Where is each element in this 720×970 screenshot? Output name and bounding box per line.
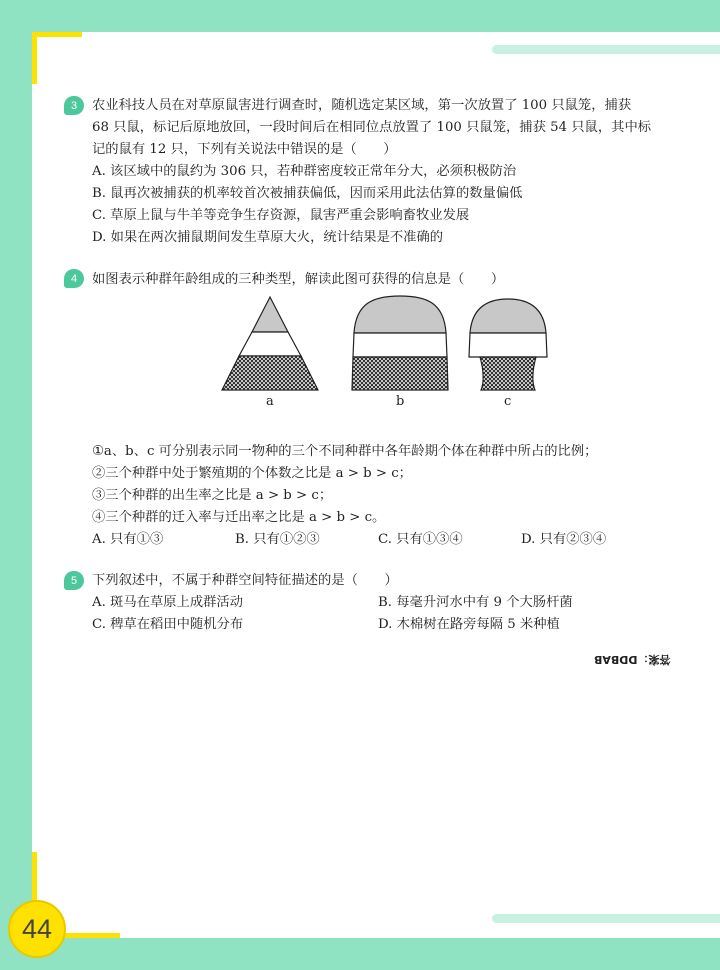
pyramid-label-c: c xyxy=(504,394,512,409)
question-number-badge: 4 xyxy=(64,269,84,288)
q4-option-a: A. 只有①③ xyxy=(92,532,164,547)
decorative-bar-top xyxy=(492,45,720,54)
q3-stem-line-1: 农业科技人员在对草原鼠害进行调查时，随机选定某区域，第一次放置了 100 只鼠笼，捕获 xyxy=(92,98,632,113)
q5-option-d: D. 木棉树在路旁每隔 5 米种植 xyxy=(378,617,560,632)
decorative-bar-bottom xyxy=(492,914,720,923)
age-pyramids-figure xyxy=(220,293,560,398)
q3-stem-line-2: 68 只鼠，标记后原地放回，一段时间后在相同位点放置了 100 只鼠笼，捕获 54 只鼠，其中标 xyxy=(92,120,652,135)
pyramid-b xyxy=(352,296,448,390)
question-number-badge: 5 xyxy=(64,571,84,590)
q4-stem: 如图表示种群年龄组成的三种类型，解读此图可获得的信息是（ ） xyxy=(92,272,505,287)
pyramid-a xyxy=(222,297,318,390)
q4-statement-3: ③三个种群的出生率之比是 a > b > c； xyxy=(92,488,333,503)
q5-option-a: A. 斑马在草原上成群活动 xyxy=(92,595,244,610)
page-number: 44 xyxy=(8,900,66,958)
corner-bracket-bottom xyxy=(60,933,120,938)
q5-stem: 下列叙述中，不属于种群空间特征描述的是（ ） xyxy=(92,573,398,588)
question-number-badge: 3 xyxy=(64,96,84,115)
q4-option-d: D. 只有②③④ xyxy=(521,532,607,547)
corner-bracket-top xyxy=(32,32,82,37)
q4-statement-2: ②三个种群中处于繁殖期的个体数之比是 a > b > c； xyxy=(92,466,412,481)
q4-statement-1: ①a、b、c 可分别表示同一物种的三个不同种群中各年龄期个体在种群中所占的比例； xyxy=(92,444,598,459)
q3-option-d: D. 如果在两次捕鼠期间发生草原大火，统计结果是不准确的 xyxy=(92,230,444,245)
q5-option-b: B. 每毫升河水中有 9 个大肠杆菌 xyxy=(378,595,573,610)
q3-stem-line-3: 记的鼠有 12 只，下列有关说法中错误的是（ ） xyxy=(92,142,397,157)
inverted-answer-key: 答案：DDBAB xyxy=(594,653,671,666)
age-structure-diagram xyxy=(220,293,560,415)
q4-statement-4: ④三个种群的迁入率与迁出率之比是 a > b > c。 xyxy=(92,510,386,525)
pyramid-c xyxy=(469,299,547,390)
q3-option-b: B. 鼠再次被捕获的机率较首次被捕获偏低，因而采用此法估算的数量偏低 xyxy=(92,186,523,201)
corner-bracket-top-vertical xyxy=(32,32,37,84)
q3-option-c: C. 草原上鼠与牛羊等竞争生存资源，鼠害严重会影响畜牧业发展 xyxy=(92,208,470,223)
q4-option-c: C. 只有①③④ xyxy=(378,532,463,547)
q4-option-b: B. 只有①②③ xyxy=(235,532,320,547)
q5-option-c: C. 稗草在稻田中随机分布 xyxy=(92,617,244,632)
pyramid-label-a: a xyxy=(266,394,274,409)
pyramid-label-b: b xyxy=(396,394,405,409)
q3-option-a: A. 该区域中的鼠约为 306 只，若种群密度较正常年分大，必须积极防治 xyxy=(92,164,517,179)
